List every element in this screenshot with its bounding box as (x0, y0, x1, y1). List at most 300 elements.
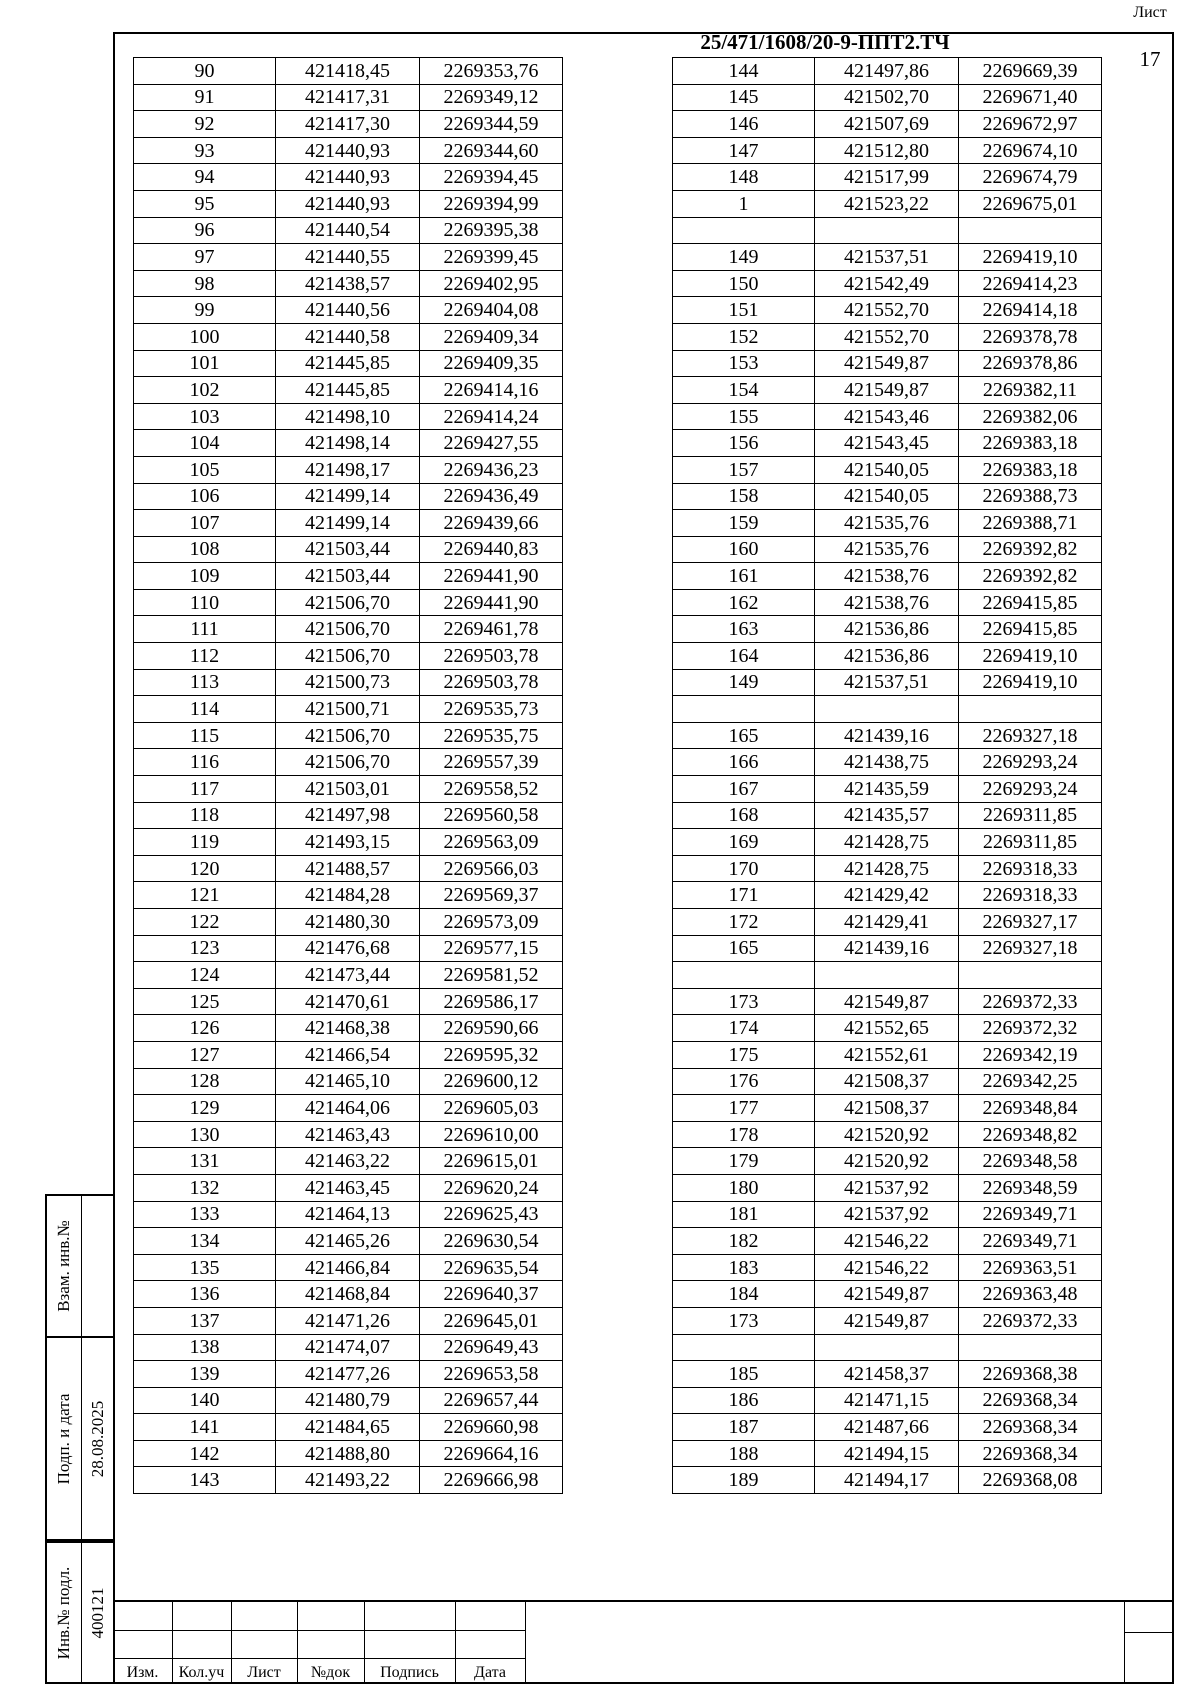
coord-x: 421535,76 (815, 510, 959, 537)
point-number: 135 (134, 1254, 276, 1281)
coord-x: 421552,70 (815, 297, 959, 324)
coord-y: 2269436,23 (420, 456, 563, 483)
coord-y: 2269382,06 (959, 403, 1102, 430)
coord-x: 421508,37 (815, 1095, 959, 1122)
coord-x: 421506,70 (276, 722, 420, 749)
point-number: 132 (134, 1174, 276, 1201)
coord-x: 421498,10 (276, 403, 420, 430)
coord-x: 421440,93 (276, 164, 420, 191)
coord-x: 421538,76 (815, 589, 959, 616)
table-row (673, 1387, 1102, 1414)
coord-y (959, 1334, 1102, 1361)
table-row (134, 58, 563, 85)
table-row (134, 1095, 563, 1122)
point-number: 111 (134, 616, 276, 643)
coord-y: 2269615,01 (420, 1148, 563, 1175)
coord-x: 421428,75 (815, 855, 959, 882)
coord-y: 2269640,37 (420, 1281, 563, 1308)
point-number: 169 (673, 829, 815, 856)
coord-y: 2269348,84 (959, 1095, 1102, 1122)
table-row (134, 1387, 563, 1414)
coordinates-table-right (672, 57, 1102, 1494)
coord-y: 2269348,59 (959, 1174, 1102, 1201)
coord-y: 2269318,33 (959, 855, 1102, 882)
point-number: 164 (673, 643, 815, 670)
point-number: 127 (134, 1041, 276, 1068)
coord-y: 2269563,09 (420, 829, 563, 856)
point-number (673, 962, 815, 989)
side-block-inv (45, 1541, 113, 1684)
coord-x: 421470,61 (276, 988, 420, 1015)
point-number: 104 (134, 430, 276, 457)
coord-x: 421552,70 (815, 323, 959, 350)
table-row (134, 1201, 563, 1228)
point-number: 152 (673, 323, 815, 350)
point-number: 157 (673, 456, 815, 483)
coord-y: 2269674,10 (959, 137, 1102, 164)
coord-x: 421540,05 (815, 483, 959, 510)
point-number: 129 (134, 1095, 276, 1122)
point-number: 118 (134, 802, 276, 829)
coord-y: 2269348,58 (959, 1148, 1102, 1175)
coord-y: 2269610,00 (420, 1121, 563, 1148)
table-row (673, 1228, 1102, 1255)
point-number (673, 696, 815, 723)
coord-y: 2269569,37 (420, 882, 563, 909)
coord-x: 421440,56 (276, 297, 420, 324)
point-number: 154 (673, 377, 815, 404)
coord-y: 2269344,60 (420, 137, 563, 164)
coord-y: 2269664,16 (420, 1440, 563, 1467)
coord-x: 421497,86 (815, 58, 959, 85)
table-row (673, 270, 1102, 297)
table-row (673, 1361, 1102, 1388)
coord-y: 2269441,90 (420, 589, 563, 616)
coord-x: 421435,59 (815, 776, 959, 803)
point-number: 171 (673, 882, 815, 909)
coord-y: 2269557,39 (420, 749, 563, 776)
stamp-header-izm: Изм. (126, 1664, 159, 1681)
coord-x: 421549,87 (815, 1281, 959, 1308)
coord-x: 421440,93 (276, 137, 420, 164)
coord-x: 421517,99 (815, 164, 959, 191)
point-number: 158 (673, 483, 815, 510)
point-number: 101 (134, 350, 276, 377)
coord-x: 421417,30 (276, 111, 420, 138)
coord-y: 2269414,16 (420, 377, 563, 404)
table-row (134, 84, 563, 111)
table-row (134, 1121, 563, 1148)
point-number: 95 (134, 190, 276, 217)
coord-y: 2269605,03 (420, 1095, 563, 1122)
table-row (134, 456, 563, 483)
point-number: 186 (673, 1387, 815, 1414)
coord-y: 2269415,85 (959, 589, 1102, 616)
coord-y: 2269363,51 (959, 1254, 1102, 1281)
coord-y: 2269394,45 (420, 164, 563, 191)
coord-x: 421463,22 (276, 1148, 420, 1175)
coord-y: 2269327,18 (959, 935, 1102, 962)
coord-y: 2269419,10 (959, 244, 1102, 271)
coord-y: 2269349,71 (959, 1228, 1102, 1255)
point-number: 188 (673, 1440, 815, 1467)
coord-y: 2269388,73 (959, 483, 1102, 510)
coord-y: 2269581,52 (420, 962, 563, 989)
coord-x: 421464,13 (276, 1201, 420, 1228)
table-row (134, 1440, 563, 1467)
table-row (673, 164, 1102, 191)
coord-x: 421497,98 (276, 802, 420, 829)
coord-y: 2269586,17 (420, 988, 563, 1015)
coord-y: 2269590,66 (420, 1015, 563, 1042)
point-number: 137 (134, 1307, 276, 1334)
stamp-header-kol-uch: Кол.уч (178, 1664, 225, 1681)
point-number: 151 (673, 297, 815, 324)
table-row (673, 84, 1102, 111)
table-row (134, 802, 563, 829)
coord-y: 2269368,34 (959, 1414, 1102, 1441)
coord-x: 421468,38 (276, 1015, 420, 1042)
point-number: 98 (134, 270, 276, 297)
coord-x: 421546,22 (815, 1228, 959, 1255)
coord-x: 421466,54 (276, 1041, 420, 1068)
coord-x: 421493,22 (276, 1467, 420, 1494)
table-row (134, 430, 563, 457)
coord-x: 421440,54 (276, 217, 420, 244)
coord-y: 2269415,85 (959, 616, 1102, 643)
table-row (134, 323, 563, 350)
table-row (673, 1095, 1102, 1122)
point-number: 116 (134, 749, 276, 776)
table-row (134, 137, 563, 164)
coord-x: 421438,57 (276, 270, 420, 297)
inv-podl-label: Инв.№ подл. (54, 1566, 73, 1659)
coord-x: 421480,30 (276, 909, 420, 936)
point-number: 165 (673, 722, 815, 749)
coord-x: 421440,55 (276, 244, 420, 271)
coord-x: 421464,06 (276, 1095, 420, 1122)
coord-x (815, 217, 959, 244)
coord-x: 421488,80 (276, 1440, 420, 1467)
point-number (673, 1334, 815, 1361)
table-row (134, 1254, 563, 1281)
point-number: 144 (673, 58, 815, 85)
coord-y: 2269342,19 (959, 1041, 1102, 1068)
point-number: 115 (134, 722, 276, 749)
point-number: 91 (134, 84, 276, 111)
coord-y: 2269349,12 (420, 84, 563, 111)
point-number: 138 (134, 1334, 276, 1361)
point-number: 130 (134, 1121, 276, 1148)
coord-x: 421428,75 (815, 829, 959, 856)
point-number: 183 (673, 1254, 815, 1281)
table-row (134, 403, 563, 430)
coord-x: 421535,76 (815, 536, 959, 563)
point-number: 119 (134, 829, 276, 856)
point-number: 166 (673, 749, 815, 776)
point-number: 97 (134, 244, 276, 271)
point-number: 189 (673, 1467, 815, 1494)
point-number: 153 (673, 350, 815, 377)
coord-y: 2269675,01 (959, 190, 1102, 217)
coord-x: 421465,26 (276, 1228, 420, 1255)
point-number: 113 (134, 669, 276, 696)
coord-x: 421506,70 (276, 589, 420, 616)
point-number: 173 (673, 988, 815, 1015)
point-number: 147 (673, 137, 815, 164)
coord-y: 2269503,78 (420, 669, 563, 696)
coord-y: 2269600,12 (420, 1068, 563, 1095)
coord-x: 421508,37 (815, 1068, 959, 1095)
coord-y: 2269671,40 (959, 84, 1102, 111)
point-number (673, 217, 815, 244)
point-number: 121 (134, 882, 276, 909)
table-row (134, 1148, 563, 1175)
table-row (134, 1307, 563, 1334)
table-row (673, 430, 1102, 457)
coord-y (959, 217, 1102, 244)
table-row (134, 1467, 563, 1494)
coord-x: 421552,61 (815, 1041, 959, 1068)
document-code: 25/471/1608/20-9-ППТ2.ТЧ (700, 30, 950, 54)
coord-y: 2269395,38 (420, 217, 563, 244)
table-row (673, 456, 1102, 483)
table-row (134, 297, 563, 324)
coord-y: 2269318,33 (959, 882, 1102, 909)
table-row (134, 722, 563, 749)
coord-x: 421549,87 (815, 988, 959, 1015)
point-number: 145 (673, 84, 815, 111)
coord-y: 2269372,33 (959, 988, 1102, 1015)
point-number: 124 (134, 962, 276, 989)
coord-x: 421445,85 (276, 350, 420, 377)
coord-y: 2269382,11 (959, 377, 1102, 404)
coord-x: 421503,44 (276, 563, 420, 590)
coord-y: 2269436,49 (420, 483, 563, 510)
point-number: 173 (673, 1307, 815, 1334)
table-row (673, 696, 1102, 723)
table-row (673, 616, 1102, 643)
coord-x: 421506,70 (276, 749, 420, 776)
point-number: 177 (673, 1095, 815, 1122)
table-row (673, 137, 1102, 164)
table-row (134, 962, 563, 989)
coord-x: 421543,46 (815, 403, 959, 430)
point-number: 128 (134, 1068, 276, 1095)
table-row (134, 988, 563, 1015)
point-number: 174 (673, 1015, 815, 1042)
table-row (673, 1467, 1102, 1494)
point-number: 148 (673, 164, 815, 191)
table-row (134, 882, 563, 909)
point-number: 172 (673, 909, 815, 936)
point-number: 156 (673, 430, 815, 457)
coord-x (815, 1334, 959, 1361)
point-number: 182 (673, 1228, 815, 1255)
point-number: 110 (134, 589, 276, 616)
coord-y: 2269414,23 (959, 270, 1102, 297)
coord-y: 2269368,08 (959, 1467, 1102, 1494)
table-row (134, 350, 563, 377)
coord-y: 2269427,55 (420, 430, 563, 457)
table-row (673, 829, 1102, 856)
table-row (134, 1228, 563, 1255)
point-number: 93 (134, 137, 276, 164)
coord-y: 2269419,10 (959, 643, 1102, 670)
coord-x: 421503,44 (276, 536, 420, 563)
coord-x: 421484,28 (276, 882, 420, 909)
point-number: 143 (134, 1467, 276, 1494)
table-row (673, 589, 1102, 616)
point-number: 179 (673, 1148, 815, 1175)
coord-x: 421546,22 (815, 1254, 959, 1281)
coord-x: 421471,26 (276, 1307, 420, 1334)
point-number: 181 (673, 1201, 815, 1228)
coord-x: 421476,68 (276, 935, 420, 962)
coord-x: 421429,41 (815, 909, 959, 936)
table-row (134, 164, 563, 191)
point-number: 146 (673, 111, 815, 138)
point-number: 185 (673, 1361, 815, 1388)
coord-y: 2269560,58 (420, 802, 563, 829)
table-row (673, 1174, 1102, 1201)
coord-x: 421493,15 (276, 829, 420, 856)
coord-x: 421474,07 (276, 1334, 420, 1361)
table-row (673, 1281, 1102, 1308)
coord-y: 2269378,78 (959, 323, 1102, 350)
table-row (134, 589, 563, 616)
point-number: 103 (134, 403, 276, 430)
coord-x: 421537,51 (815, 669, 959, 696)
table-row (673, 510, 1102, 537)
coord-y: 2269311,85 (959, 802, 1102, 829)
coord-x: 421549,87 (815, 1307, 959, 1334)
table-row (134, 1015, 563, 1042)
coord-x: 421503,01 (276, 776, 420, 803)
coord-y: 2269402,95 (420, 270, 563, 297)
table-row (134, 536, 563, 563)
coord-y: 2269383,18 (959, 456, 1102, 483)
table-row (673, 1041, 1102, 1068)
coord-x: 421549,87 (815, 377, 959, 404)
coord-y: 2269461,78 (420, 616, 563, 643)
table-row (673, 962, 1102, 989)
coord-y: 2269394,99 (420, 190, 563, 217)
table-row (134, 563, 563, 590)
coord-y: 2269503,78 (420, 643, 563, 670)
point-number: 108 (134, 536, 276, 563)
table-row (673, 776, 1102, 803)
coord-x: 421537,92 (815, 1201, 959, 1228)
coord-x: 421507,69 (815, 111, 959, 138)
table-row (673, 536, 1102, 563)
point-number: 176 (673, 1068, 815, 1095)
point-number: 175 (673, 1041, 815, 1068)
coordinates-table-left (133, 57, 563, 1494)
point-number: 161 (673, 563, 815, 590)
coord-x: 421498,14 (276, 430, 420, 457)
coord-x: 421500,71 (276, 696, 420, 723)
coord-x: 421512,80 (815, 137, 959, 164)
coord-x (815, 962, 959, 989)
coord-y: 2269327,17 (959, 909, 1102, 936)
table-row (673, 217, 1102, 244)
point-number: 150 (673, 270, 815, 297)
table-row (134, 1334, 563, 1361)
table-row (673, 350, 1102, 377)
coord-y: 2269669,39 (959, 58, 1102, 85)
coord-y: 2269399,45 (420, 244, 563, 271)
point-number: 134 (134, 1228, 276, 1255)
coord-x: 421540,05 (815, 456, 959, 483)
table-row (134, 776, 563, 803)
coord-x: 421466,84 (276, 1254, 420, 1281)
coord-x: 421439,16 (815, 935, 959, 962)
table-row (134, 696, 563, 723)
coord-y: 2269293,24 (959, 776, 1102, 803)
table-row (673, 669, 1102, 696)
coord-x: 421480,79 (276, 1387, 420, 1414)
table-row (673, 749, 1102, 776)
table-row (673, 802, 1102, 829)
table-row (134, 1414, 563, 1441)
coord-y: 2269378,86 (959, 350, 1102, 377)
point-number: 123 (134, 935, 276, 962)
point-number: 139 (134, 1361, 276, 1388)
coord-x: 421499,14 (276, 510, 420, 537)
table-row (673, 1068, 1102, 1095)
table-row (134, 1281, 563, 1308)
table-row (134, 643, 563, 670)
coord-x: 421488,57 (276, 855, 420, 882)
coord-y: 2269348,82 (959, 1121, 1102, 1148)
coord-y: 2269558,52 (420, 776, 563, 803)
coord-y (959, 696, 1102, 723)
coord-y: 2269414,18 (959, 297, 1102, 324)
stamp-header-list: Лист (247, 1664, 281, 1681)
coord-y: 2269620,24 (420, 1174, 563, 1201)
coord-x: 421494,17 (815, 1467, 959, 1494)
coord-y: 2269409,34 (420, 323, 563, 350)
table-row (673, 403, 1102, 430)
coord-y: 2269635,54 (420, 1254, 563, 1281)
point-number: 1 (673, 190, 815, 217)
coord-x: 421418,45 (276, 58, 420, 85)
table-row (673, 483, 1102, 510)
coord-y: 2269404,08 (420, 297, 563, 324)
point-number: 136 (134, 1281, 276, 1308)
table-row (134, 377, 563, 404)
table-row (134, 749, 563, 776)
point-number: 131 (134, 1148, 276, 1175)
coord-y: 2269293,24 (959, 749, 1102, 776)
table-row (134, 1174, 563, 1201)
coord-x: 421435,57 (815, 802, 959, 829)
coord-x: 421463,45 (276, 1174, 420, 1201)
point-number: 96 (134, 217, 276, 244)
coord-x: 421537,51 (815, 244, 959, 271)
point-number: 107 (134, 510, 276, 537)
coord-y: 2269666,98 (420, 1467, 563, 1494)
coord-y: 2269439,66 (420, 510, 563, 537)
table-row (673, 111, 1102, 138)
point-number: 106 (134, 483, 276, 510)
coord-y: 2269440,83 (420, 536, 563, 563)
table-row (134, 217, 563, 244)
coord-x (815, 696, 959, 723)
table-row (673, 1254, 1102, 1281)
table-row (673, 935, 1102, 962)
